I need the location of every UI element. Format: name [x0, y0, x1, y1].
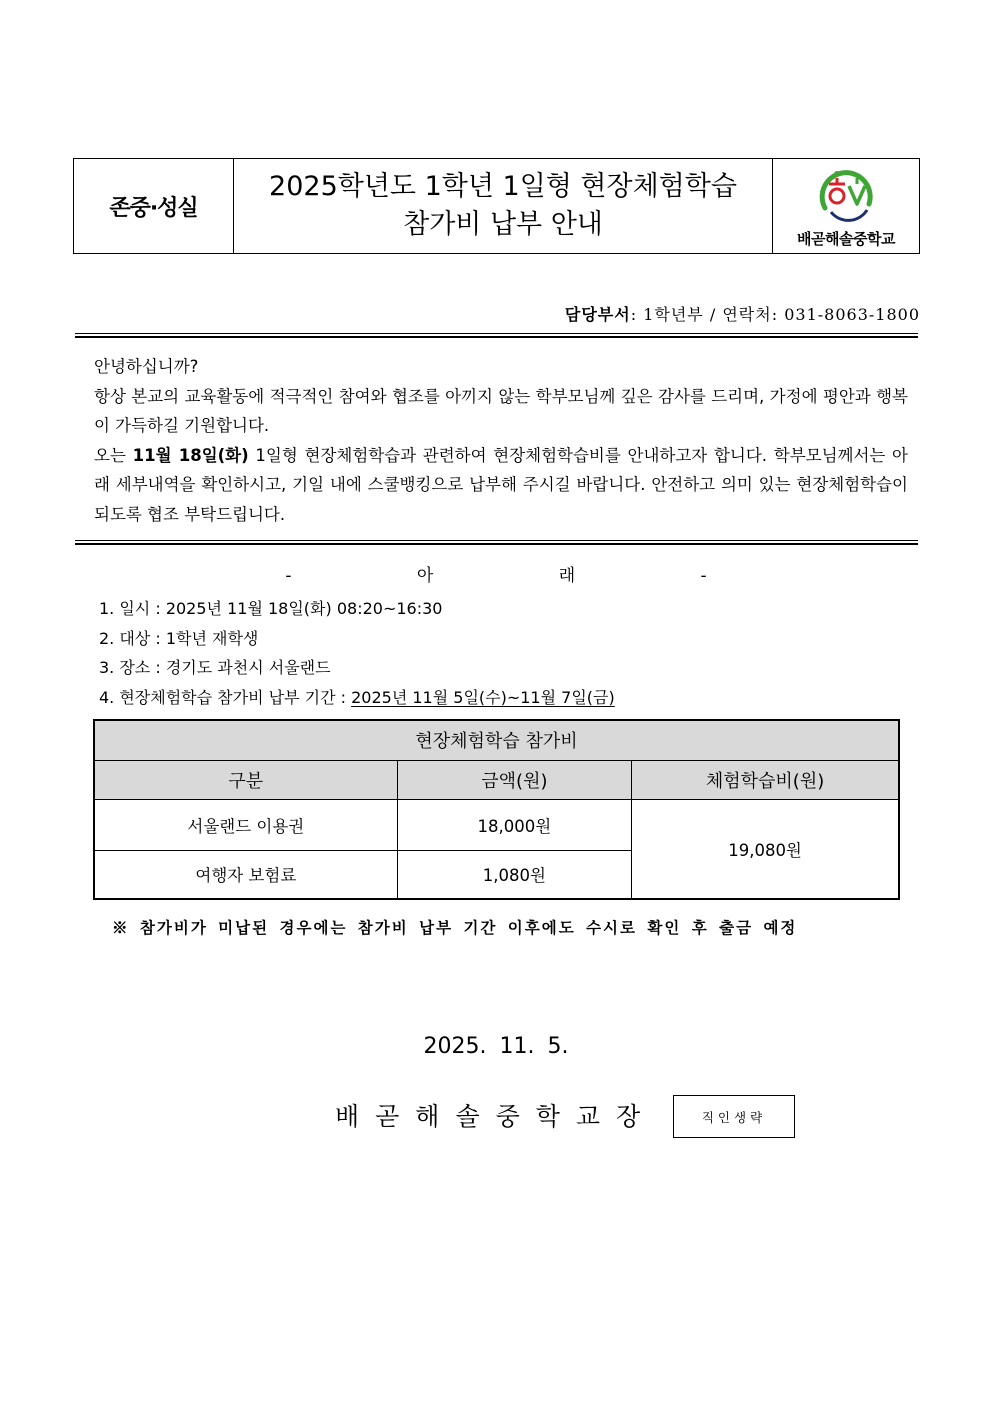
- phone-value: 031-8063-1800: [784, 305, 920, 324]
- fee-amount: 18,000원: [397, 799, 631, 850]
- payment-period: 2025년 11월 5일(수)~11월 7일(금): [351, 687, 615, 707]
- body-text: [84, 352, 908, 529]
- fee-item: 서울랜드 이용권: [94, 799, 397, 850]
- header-box: [73, 158, 920, 254]
- document-title: [234, 159, 773, 253]
- divider-bottom: [75, 540, 918, 545]
- notice-items: [99, 594, 615, 712]
- principal-signature: 배곧해솔중학교장: [335, 1102, 657, 1131]
- column-header: 구분: [94, 760, 397, 799]
- contact-separator: /: [709, 305, 717, 324]
- contact-line: 담당부서: 1학년부 / 연락처: 031-8063-1800: [564, 305, 920, 324]
- greeting: 안녕하십니까?: [94, 357, 199, 376]
- list-item: 2. 대상 : 1학년 재학생: [99, 628, 259, 648]
- list-item: 3. 장소 : 경기도 과천시 서울랜드: [99, 658, 331, 677]
- divider-top: [75, 333, 918, 338]
- list-item: 1. 일시 : 2025년 11월 18일(화) 08:20~16:30: [99, 599, 443, 618]
- list-item: 4. 현장체험학습 참가비 납부 기간 : 2025년 11월 5일(수)~11월 7일(금): [99, 687, 615, 707]
- title-line-1: 2025학년도 1학년 1일형 현장체험학습: [269, 171, 737, 202]
- notice-heading: - 아 래 -: [285, 566, 707, 586]
- table-row: [94, 799, 899, 850]
- school-motto: 존중·성실: [74, 159, 234, 253]
- school-emblem-icon: [811, 164, 881, 226]
- title-line-2: 참가비 납부 안내: [403, 209, 603, 240]
- paragraph-1: 항상 본교의 교육활동에 적극적인 참여와 협조를 아끼지 않는 학부모님께 깊은 감사를 드리며, 가정에 평안과 행복이 가득하길 기원합니다.: [94, 386, 908, 435]
- column-header: 체험학습비(원): [632, 760, 899, 799]
- issue-date: 2025. 11. 5.: [423, 1034, 569, 1059]
- fee-total: 19,080원: [632, 799, 899, 899]
- paragraph-2: 오는 11월 18일(화) 1일형 현장체험학습과 관련하여 현장체험학습비를 안내하고자 합니다. 학부모님께서는 아래 세부내역을 확인하시고, 기일 내에 스쿨뱅킹으로 납부해 주시길 바랍니다. 안전하고 의미 있는 현장체험학습이 되도록 협조 부탁드립니다.: [94, 445, 908, 524]
- phone-label: 연락처: [722, 305, 772, 324]
- fee-amount: 1,080원: [397, 850, 631, 899]
- event-date: 11월 18일(화): [132, 445, 249, 465]
- seal-box: 직인생략: [673, 1095, 795, 1138]
- fee-table: [93, 719, 900, 900]
- dept-value: 1학년부: [643, 305, 704, 324]
- table-caption: 현장체험학습 참가비: [94, 720, 899, 760]
- footnote: ※ 참가비가 미납된 경우에는 참가비 납부 기간 이후에도 수시로 확인 후 출금 예정: [112, 918, 798, 937]
- column-header: 금액(원): [397, 760, 631, 799]
- fee-item: 여행자 보험료: [94, 850, 397, 899]
- school-logo: [773, 159, 919, 253]
- school-name: 배곧해솔중학교: [797, 229, 895, 248]
- dept-label: 담당부서: [564, 305, 631, 324]
